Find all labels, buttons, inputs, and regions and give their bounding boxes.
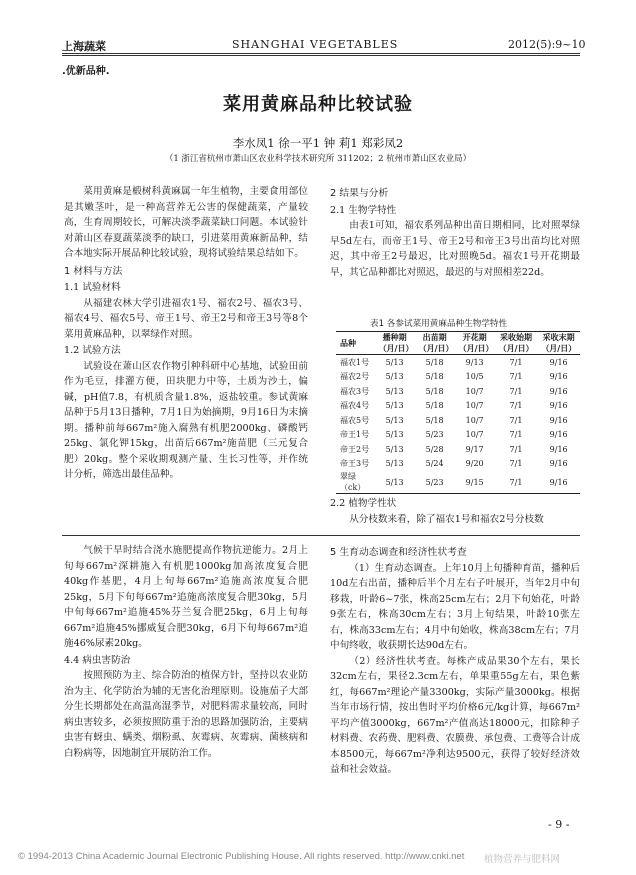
pest-control-paragraph: 按照预防为主、综合防治的植保方针，坚持以农业防治为主、化学防治为辅的无害化治理原则。设施茄子大部分生长期都处在高温高湿季节，对肥料需求量较高，同时病虫害较多，必须按照防重于治的思路加强防治，主要病虫害有蚜虫、螨类、烟粉虱、灰霉病、灰霉病、菌核病和白粉病等，因地制宜开展防治工作。 [64,670,308,759]
table-header: 出苗期（月/日） [418,332,454,353]
journal-name-cn: 上海蔬菜 [62,40,106,53]
issue-info: 2012(5):9~10 [508,38,586,51]
copyright-footer: © 1994-2013 China Academic Journal Electronic Publishing House. All rights reserved. http://www.cnki.net [18,851,465,862]
fertilizer-paragraph: 气候干旱时结合浇水施肥提高作物抗逆能力。2月上旬每667m²深耕施入有机肥1000kg加高浓度复合肥40kg作基肥，4月上旬每667m²追施高浓度复合肥25kg，5月下旬每667m²追施高浓度复合肥30kg，5月中旬每667m²追施45%芬兰复合肥25kg，6月上旬每667m²追施45%挪威复合肥30kg，6月下旬每667m²追施46%尿素20kg。 [64,545,308,649]
table-cell: 9/20 [465,459,484,469]
table-cell: 5/13 [385,459,404,469]
table-cell: 福农1号 [340,357,370,367]
table-row [336,413,580,428]
table-1 [336,331,580,494]
right-column-mid [330,495,580,527]
table-row [336,370,580,385]
table-cell: 7/1 [509,430,523,440]
page-number: - 9 - [548,818,570,831]
table-cell: 9/16 [549,401,568,411]
table-header: 品种 [340,337,356,348]
table-cell: 5/13 [385,386,404,396]
table-cell: 10/7 [465,415,484,425]
section-4-4-heading: 4.4 病虫害防治 [64,654,131,666]
table-cell: 9/16 [549,386,568,396]
table-cell: 7/1 [509,401,523,411]
table-cell: 福农5号 [340,415,370,425]
table-cell: 9/16 [549,430,568,440]
table-row [336,471,580,494]
section-1-1-text: 从福建农林大学引进福农1号、福农2号、福农3号、福农4号、福农5号、帝王1号、帝王2号和帝王3号等8个菜用黄麻品种，以翠绿作对照。 [64,297,308,340]
table-cell: 翠绿（ck） [340,472,366,492]
table-1-body [336,355,580,494]
table-header: 开花期（月/日） [458,332,494,353]
table-row [336,428,580,443]
table-cell: 7/1 [509,372,523,382]
table-cell: 5/13 [385,372,404,382]
table-cell: 5/18 [425,372,444,382]
section-1-2-heading: 1.2 试验方法 [64,345,121,356]
table-cell: 5/13 [385,415,404,425]
table-header: 播种期（月/日） [378,332,414,353]
table-cell: 5/23 [425,430,444,440]
table-row [336,384,580,399]
right-column-top [330,184,580,280]
table-cell: 9/16 [549,444,568,454]
table-cell: 福农3号 [340,386,370,396]
header-rule-2 [62,55,580,56]
table-cell: 帝王2号 [340,444,370,454]
table-1-caption: 表1 各参试菜用黄麻品种生物学特性 [370,319,508,329]
table-cell: 9/16 [549,372,568,382]
table-cell: 9/16 [549,357,568,367]
table-cell: 5/23 [425,477,444,487]
authors: 李水凤1 徐一平1 钟 莉1 郑彩凤2 [232,136,404,150]
table-cell: 9/16 [549,415,568,425]
table-cell: 帝王3号 [340,459,370,469]
watermark: 植物营养与肥料网 [484,854,561,865]
table-cell: 9/17 [465,444,484,454]
journal-name-en: SHANGHAI VEGETABLES [232,38,399,51]
table-cell: 5/13 [385,444,404,454]
table-cell: 5/13 [385,401,404,411]
intro-paragraph: 菜用黄麻是椴树科黄麻属一年生植物，主要食用部位是其嫩茎叶，是一种高营养无公害的保健蔬菜，产量较高，生育周期较长，可解决淡季蔬菜缺口问题。本试验针对萧山区春夏蔬菜淡季的缺口，引进菜用黄麻新品种，结合本地实际开展品种比较试验，现将试验结果总结如下。 [64,186,308,259]
table-cell: 7/1 [509,459,523,469]
table-cell: 5/28 [425,444,444,454]
section-2-heading: 2 结果与分析 [330,188,389,199]
table-cell: 7/1 [509,477,523,487]
table-cell: 10/5 [465,372,484,382]
table-cell: 10/7 [465,430,484,440]
section-1-1-heading: 1.1 试验材料 [64,282,121,293]
table-cell: 7/1 [509,444,523,454]
table-cell: 7/1 [509,415,523,425]
table-cell: 9/16 [549,459,568,469]
table-cell: 福农4号 [340,401,370,411]
economic-traits-paragraph: （2）经济性状考查。每株产成品果30个左右，果长32cm左右，果径2.3cm左右，单果重55g左右，果色紫红，每667m²理论产量3300kg，实际产量3000kg。根据当年市场行情，按出售时平均价格6元/kg计算，每667m²平均产值3000kg，667m²产值高达18000元，扣除种子材料费、农药费、肥料费、农膜费、承包费、工费等合计成本8500元，每667m²净利达9500元，获得了较好经济效益和社会效益。 [330,655,580,775]
table-cell: 5/13 [385,357,404,367]
table-row [336,457,580,472]
table-cell: 10/7 [465,401,484,411]
article-title: 菜用黄麻品种比较试验 [223,94,413,115]
table-cell: 7/1 [509,386,523,396]
table-cell: 5/18 [425,386,444,396]
table-cell: 福农2号 [340,372,370,382]
section-2-1-text: 由表1可知，福农系列品种出苗日期相同，比对照翠绿早5d左右，而帝王1号、帝王2号和帝王3号出苗均比对照迟，其中帝王2号最迟，比对照晚5d。福农1号开花期最早，其它品种都比对照迟，最迟的与对照相差22d。 [330,220,580,278]
table-row [336,442,580,457]
section-2-2-text: 从分枝数来看，除了福农1号和福农2号分枝数 [349,513,544,525]
section-2-2-heading: 2.2 植物学性状 [330,498,397,509]
table-cell: 7/1 [509,357,523,367]
table-cell: 9/15 [465,477,484,487]
table-header: 采收末期（月/日） [541,332,577,353]
affiliation: （1 浙江省杭州市萧山区农业科学技术研究所 311202；2 杭州市萧山区农业局） [164,154,472,164]
table-cell: 帝王1号 [340,430,370,440]
section-1-2-text: 试验设在萧山区农作物引种科研中心基地，试验田前作为毛豆，排灌方便，田块肥力中等，土质为沙土，偏碱，pH值7.8，有机质含量1.8%，返盐较重。参试黄麻品种于5月13日播种，7月1日为始摘期，9月16日为末摘期。播种前每667m²施入腐熟有机肥2000kg、磷酸钙25kg、氯化钾15kg，出苗后667m²施苗肥（三元复合肥）20kg。整个采收期观测产量、生长习性等，并作统计分析，筛选出最佳品种。 [64,360,308,480]
table-header-row [336,332,580,355]
table-cell: 5/18 [425,415,444,425]
left-column-top [64,184,308,483]
table-row [336,399,580,414]
table-cell: 5/13 [385,477,404,487]
header-rule [62,53,580,54]
left-column-bottom [64,543,308,761]
table-row [336,355,580,370]
table-cell: 9/13 [465,357,484,367]
section-5-heading: 5 生育动态调查和经济性状考查 [330,547,467,558]
section-1-heading: 1 材料与方法 [64,265,123,277]
table-cell: 5/18 [425,401,444,411]
column-tag: .优新品种. [62,66,110,77]
page-half-divider [62,535,580,536]
table-cell: 5/24 [425,459,444,469]
section-2-1-heading: 2.1 生物学特性 [330,204,397,216]
table-cell: 5/13 [385,430,404,440]
table-cell: 9/16 [549,477,568,487]
growth-survey-paragraph: （1）生育动态调查。上年10月上旬播种育苗，播种后10d左右出苗，播种后半个月左右子叶展开，当年2月中旬移栽，叶龄6~7张，株高25cm左右；2月下旬始花，叶龄9张左右，株高30cm左右；3月上旬结果，叶龄10张左右，株高33cm左右；4月中旬始收，株高38cm左右；7月中旬终收，收获期长达90d左右。 [330,562,580,651]
table-cell: 10/7 [465,386,484,396]
table-cell: 5/18 [425,357,444,367]
table-header: 采收始期（月/日） [498,332,534,353]
right-column-bottom [330,543,580,778]
